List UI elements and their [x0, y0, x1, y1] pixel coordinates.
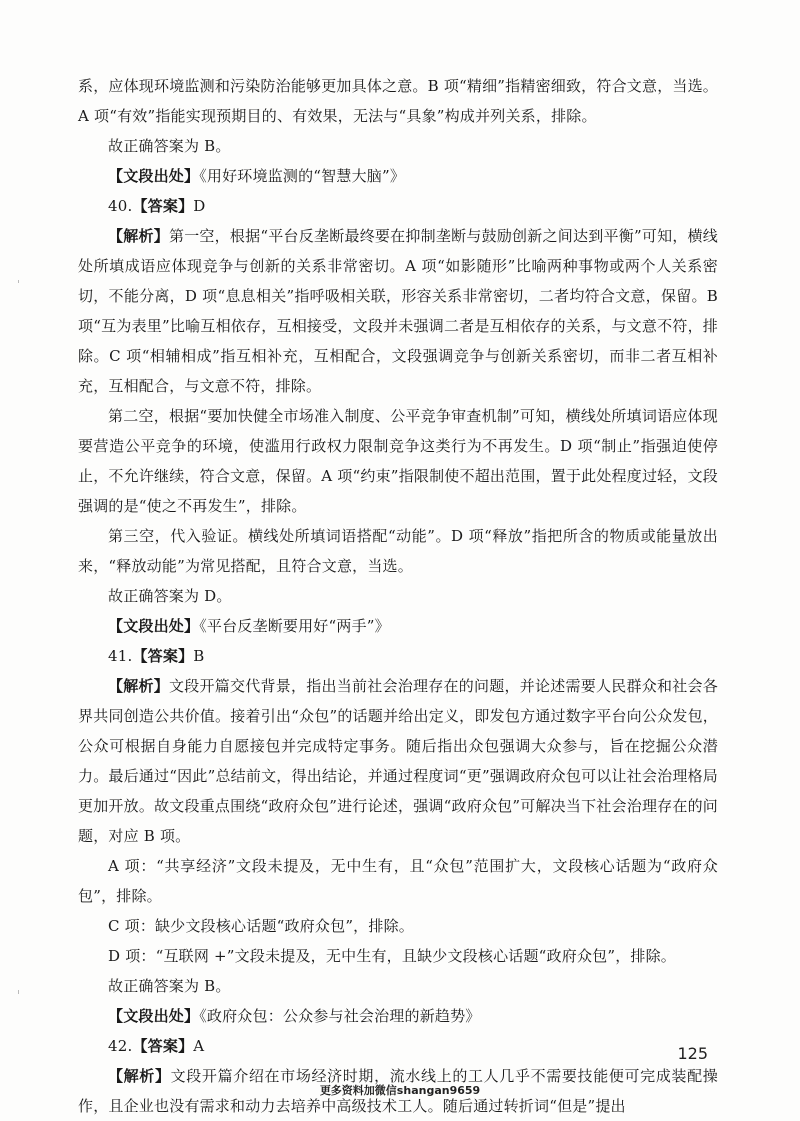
- answer-line: [78, 1031, 718, 1061]
- answer-label: 【答案】: [132, 197, 194, 215]
- paragraph: 故正确答案为 B。: [108, 137, 231, 155]
- paragraph: D 项：“互联网 +”文段未提及，无中生有，且缺少文段核心话题“政府众包”，排除。: [108, 947, 677, 965]
- paragraph: 故正确答案为 B。: [108, 977, 231, 995]
- answer-label: 【答案】: [132, 647, 194, 665]
- answer-value: D: [193, 197, 206, 215]
- question-number: 42.: [108, 1037, 133, 1055]
- paragraph: 系，应体现环境监测和污染防治能够更加具体之意。B 项“精细”指精密细致，符合文意，当选。A 项“有效”指能实现预期目的、有效果，无法与“具象”构成并列关系，排除。: [78, 77, 718, 125]
- paragraph: 故正确答案为 D。: [108, 587, 232, 605]
- paragraph: A 项：“共享经济”文段未提及，无中生有，且“众包”范围扩大，文段核心话题为“政府众包”，排除。: [78, 857, 718, 905]
- answer-value: A: [193, 1037, 205, 1055]
- answer-line: [78, 191, 718, 221]
- source-line: 【文段出处】《用好环境监测的“智慧大脑”》: [108, 167, 406, 185]
- answer-label: 【答案】: [132, 1037, 194, 1055]
- paragraph: C 项：缺少文段核心话题“政府众包”，排除。: [108, 917, 414, 935]
- analysis-label: 【解析】: [108, 677, 170, 695]
- question-number: 41.: [108, 647, 133, 665]
- analysis-paragraph: 【解析】文段开篇交代背景，指出当前社会治理存在的问题，并论述需要人民群众和社会各界共同创造公共价值。接着引出“众包”的话题并给出定义，即发包方通过数字平台向公众发包，公众可根据自身能力自愿接包并完成特定事务。随后指出众包强调大众参与，旨在挖掘公众潜力。最后通过“因此”总结前文，得出结论，并通过程度词“更”强调政府众包可以让社会治理格局更加开放。故文段重点围绕“政府众包”进行论述，强调“政府众包”可解决当下社会治理存在的问题，对应 B 项。: [78, 677, 718, 845]
- source-label: 【文段出处】: [108, 617, 200, 635]
- footer-note: 更多资料加微信shangan9659: [319, 1084, 481, 1097]
- analysis-paragraph: 【解析】文段开篇介绍在市场经济时期，流水线上的工人几乎不需要技能便可完成装配操作，且企业也没有需求和动力去培养中高级技术工人。随后通过转折词“但是”提出: [78, 1067, 718, 1115]
- source-label: 【文段出处】: [108, 167, 200, 185]
- paragraph: 第三空，代入验证。横线处所填词语搭配“动能”。D 项“释放”指把所含的物质或能量放出来，“释放动能”为常见搭配，且符合文意，当选。: [78, 527, 718, 575]
- answer-line: [78, 641, 718, 671]
- paragraph: 第二空，根据“要加快健全市场准入制度、公平竞争审查机制”可知，横线处所填词语应体现要营造公平竞争的环境，使滥用行政权力限制竞争这类行为不再发生。D 项“制止”指强迫使停止，不允许继续，符合文意，保留。A 项“约束”指限制使不超出范围，置于此处程度过轻，文段强调的是“使之不再发生”，排除。: [78, 407, 718, 515]
- left-margin-mark: [18, 990, 19, 994]
- page-number: 125: [677, 1044, 708, 1063]
- analysis-label: 【解析】: [108, 1067, 171, 1085]
- source-line: 【文段出处】《政府众包：公众参与社会治理的新趋势》: [108, 1007, 481, 1025]
- analysis-label: 【解析】: [108, 227, 169, 245]
- left-margin-mark: [18, 280, 19, 283]
- source-label: 【文段出处】: [108, 1007, 200, 1025]
- question-number: 40.: [108, 197, 133, 215]
- source-line: 【文段出处】《平台反垄断要用好“两手”》: [108, 617, 390, 635]
- document-body: [78, 71, 718, 1121]
- analysis-paragraph: 【解析】第一空，根据“平台反垄断最终要在抑制垄断与鼓励创新之间达到平衡”可知，横线处所填成语应体现竞争与创新的关系非常密切。A 项“如影随形”比喻两种事物或两个人关系密切，不能分离，D 项“息息相关”指呼吸相关联，形容关系非常密切，二者均符合文意，保留。B 项“互为表里”比喻互相依存，互相接受，文段并未强调二者是互相依存的关系，与文意不符，排除。C 项“相辅相成”指互相补充，互相配合，文段强调竞争与创新关系密切，而非二者互相补充，互相配合，与文意不符，排除。: [78, 227, 718, 395]
- answer-value: B: [193, 647, 205, 665]
